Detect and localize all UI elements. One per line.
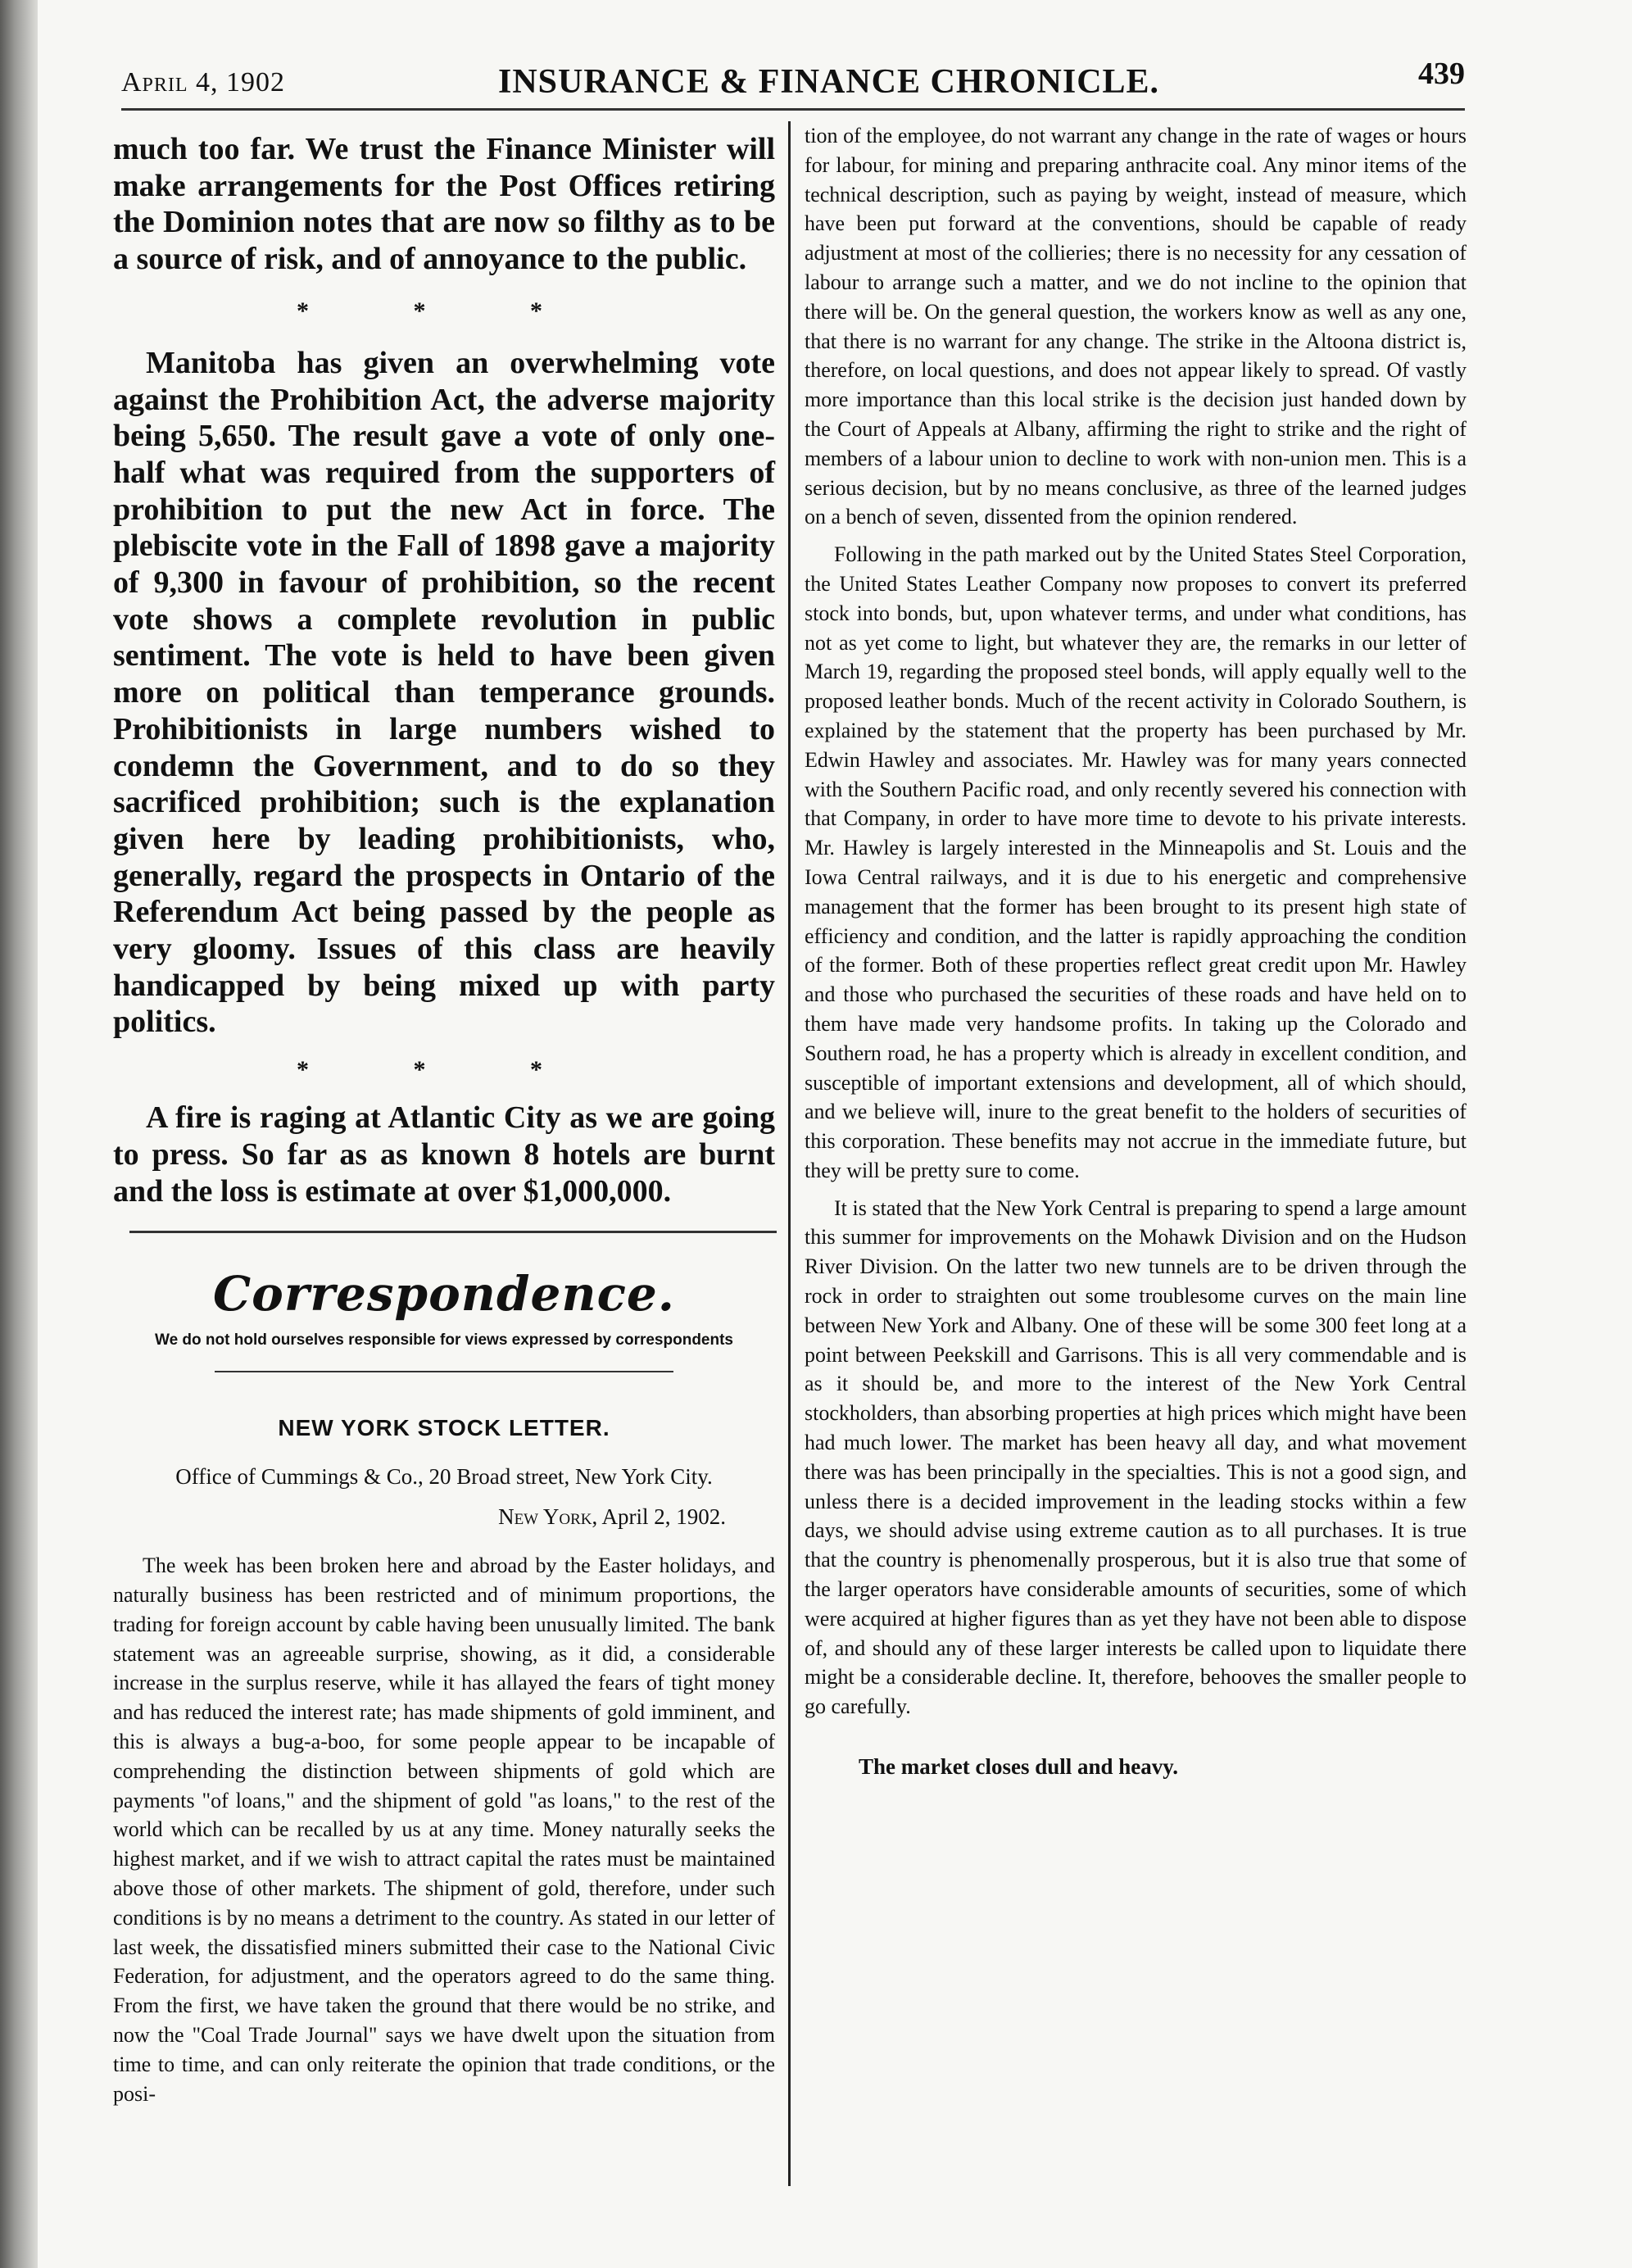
post-offices-paragraph: much too far. We trust the Finance Minister will make arrangements for the Post Offices retiring the Dominion notes that are now so filthy as to be a source of risk, and of annoyance to the public.	[113, 132, 775, 277]
section-rule	[129, 1231, 777, 1233]
letter-paragraph: tion of the employee, do not warrant any change in the rate of wages or hours for labour, for mining and preparing anthracite coal. Any minor items of the technical description, such as paying by weight, instead of measure, which have been put forward at the conventions, should be capable of ready adjustment at most of the collieries; there is no necessity for any cessation of labour to arrange such a matter, and we do not incline to the opinion that there will be. On the general question, the workers know as well as any one, that there is no warrant for any change. The strike in the Altoona district is, therefore, on local questions, and does not appear likely to spread. Of vastly more importance than this local strike is the decision just handed down by the Court of Appeals at Albany, affirming the right to strike and the right of members of a labour union to decline to work with non-union men. This is a serious decision, but by no means conclusive, as three of the learned judges on a bench of seven, dissented from the opinion rendered.	[805, 124, 1467, 529]
binding-edge	[0, 0, 38, 2268]
letter-body-continued	[805, 121, 1467, 1721]
manitoba-paragraph: Manitoba has given an overwhelming vote against the Prohibition Act, the adverse majority being 5,650. The result gave a vote of only one-half what was required from the supporters of prohibition to put the new Act in force. The plebiscite vote in the Fall of 1898 gave a majority of 9,300 in favour of prohibition, so the recent vote shows a complete revolution in public sentiment. The vote is held to have been given more on political than temperance grounds. Prohibitionists in large numbers wished to condemn the Government, and to do so they sacrificed prohibition; such is the explanation given here by leading prohibitionists, who, generally, regard the prospects in Ontario of the Referendum Act being passed by the people as very gloomy. Issues of this class are heavily handicapped by being mixed up with party politics.	[113, 345, 775, 1040]
page-number: 439	[1418, 57, 1465, 91]
letter-office: Office of Cummings & Co., 20 Broad street, New York City.	[175, 1464, 713, 1490]
correspondence-disclaimer: We do not hold ourselves responsible for views expressed by correspondents	[154, 1331, 733, 1349]
page-header	[121, 51, 1465, 108]
correspondence-heading: Correspondence.	[213, 1266, 675, 1322]
dateline-place: New York,	[498, 1504, 598, 1530]
section-stars: * * *	[297, 297, 592, 324]
column-rule	[788, 121, 791, 2186]
letter-paragraph: It is stated that the New York Central is preparing to spend a large amount this summer for improvements on the Mohawk Division and on the Hudson River Division. On the latter two new tunnels are to be driven through the rock in order to straighten out some troublesome curves on the main line between New York and Albany. One of these will be some 300 feet long at a point between Peekskill and Garrisons. This is all very commendable and is as it should be, and more to the interest of the New York Central stockholders, than absorbing properties at high prices which might have been had much lower. The market has been heavy all day, and what movement there was has been principally in the specialties. This is not a good sign, and unless there is a decided improvement in the leading stocks within a few days, we should advise using extreme caution as to all purchases. It is true that the country is phenomenally prosperous, but it is also true that some of the larger operators have considerable amounts of securities, some of which were acquired at higher figures than as yet they have not been able to dispose of, and should any of these larger interests be called upon to liquidate there might be a considerable decline. It, therefore, behooves the smaller people to go carefully.	[805, 1195, 1467, 1719]
section-rule	[215, 1371, 673, 1372]
letter-paragraph: Following in the path marked out by the United States Steel Corporation, the United States Leather Company now proposes to convert its preferred stock into bonds, but, upon whatever terms, and under what conditions, has not as yet come to light, but whatever they are, the remarks in our letter of March 19, regarding the proposed steel bonds, will apply equally well to the proposed leather bonds. Much of the recent activity in Colorado Southern, is explained by the statement that the property has been purchased by Mr. Edwin Hawley and associates. Mr. Hawley was for many years connected with the Southern Pacific road, and only recently severed his connection with that Company, in order to have more time to devote to his private interests. Mr. Hawley is largely interested in the Minneapolis and St. Louis and the Iowa Central railways, and it is due to his energetic and comprehensive management that the former has been brought to its present high state of efficiency and condition, and the latter is rapidly approaching the condition of the former. Both of these properties reflect great credit upon Mr. Hawley and those who purchased the securities of these roads and have held on to them have made very handsome profits. In taking up the Colorado and Southern road, he has a property which is already in excellent condition, and susceptible of important extensions and development, all of which should, and we believe will, inure to the great benefit to the holders of securities of this corporation. These benefits may not accrue in the immediate future, but they will be pretty sure to come.	[805, 542, 1467, 1182]
letter-paragraph: The week has been broken here and abroad by the Easter holidays, and naturally business has been restricted and of minimum proportions, the trading for foreign account by cable having been unusually limited. The bank statement was an agreeable surprise, showing, as it did, a considerable increase in the surplus reserve, while it has allayed the fears of tight money and has reduced the interest rate; has made shipments of gold imminent, and this is always a bug-a-boo, for some people appear to be incapable of comprehending the distinction between shipments of gold which are payments "of loans," and the shipment of gold "as loans," to the rest of the world which can be recalled by us at any time. Money naturally seeks the highest market, and if we wish to attract capital the rates must be maintained above those of other markets. The shipment of gold, therefore, under such conditions is by no means a detriment to the country. As stated in our letter of last week, the dissatisfied miners submitted their case to the National Civic Federation, for adjustment, and the operators agreed to do the same thing. From the first, we have taken the ground that there would be no strike, and now the "Coal Trade Journal" says we have dwelt upon the situation from time to time, and can only reiterate the opinion that trade conditions, or the posi-	[113, 1554, 775, 2106]
letter-title: NEW YORK STOCK LETTER.	[278, 1415, 610, 1441]
section-stars: * * *	[297, 1056, 592, 1084]
header-date: April 4, 1902	[121, 67, 286, 98]
dateline-date: April 2, 1902.	[601, 1504, 726, 1530]
publication-title: INSURANCE & FINANCE CHRONICLE.	[498, 63, 1160, 101]
right-column	[805, 121, 1467, 1780]
left-column	[113, 131, 775, 2108]
header-rule	[121, 108, 1465, 111]
closing-line: The market closes dull and heavy.	[859, 1754, 1179, 1780]
fire-paragraph: A fire is raging at Atlantic City as we are going to press. So far as as known 8 hotels are burnt and the loss is estimate at over $1,000,000.	[113, 1100, 775, 1209]
letter-dateline	[113, 1504, 775, 1530]
letter-body	[113, 1551, 775, 2108]
editorial-notes	[113, 131, 775, 1209]
